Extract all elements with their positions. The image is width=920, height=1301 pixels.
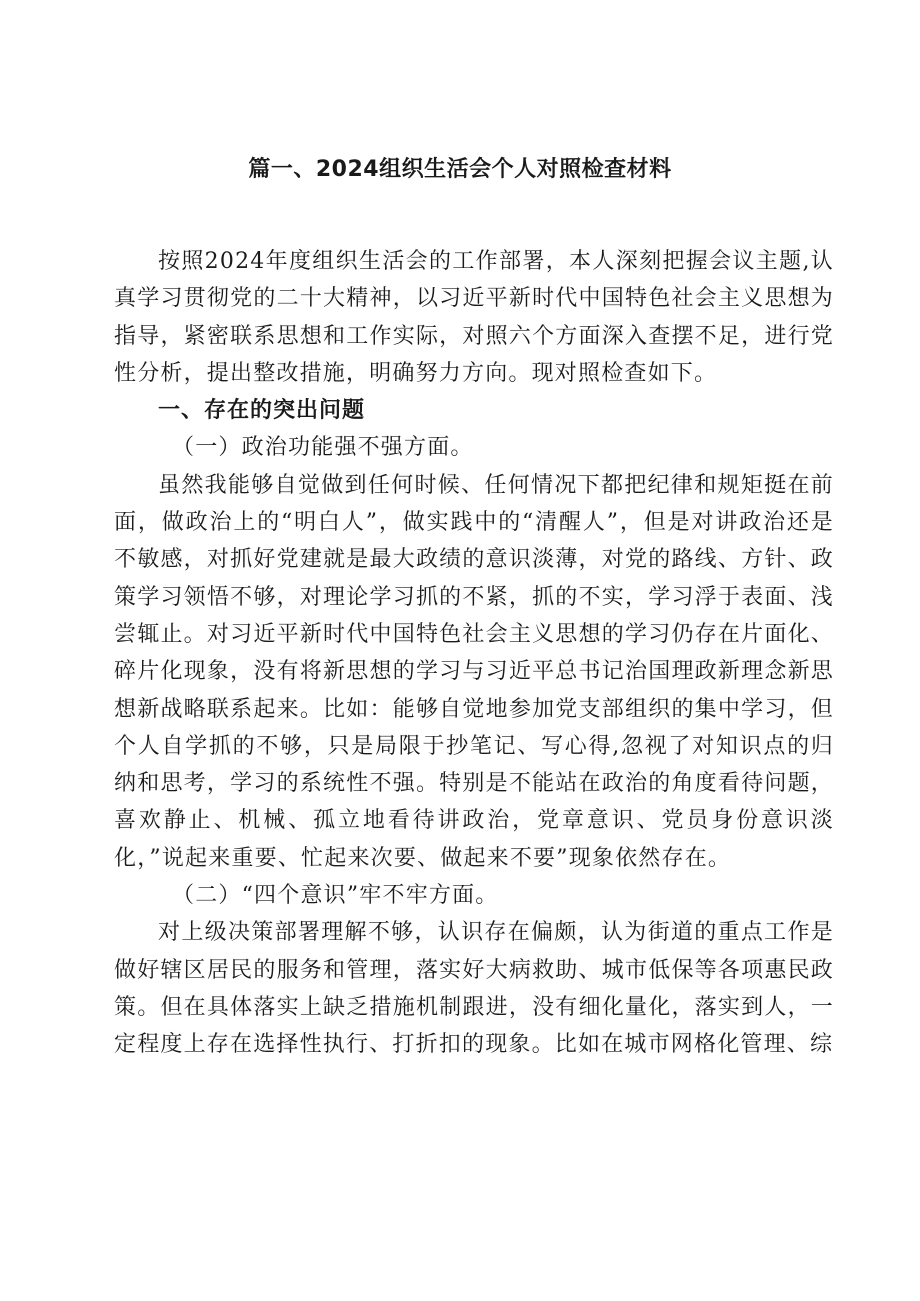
four-consciousness-paragraph: 对上级决策部署理解不够，认识存在偏颇，认为街道的重点工作是做好辖区居民的服务和管理，落实好大病救助、城市低保等各项惠民政策。但在具体落实上缺乏措施机制跟进，没有细化量化，落实到人，一定程度上存在选择性执行、打折扣的现象。比如在城市网格化管理、综 bbox=[114, 920, 834, 1058]
political-function-paragraph: 虽然我能够自觉做到任何时候、任何情况下都把纪律和规矩挺在前面，做政治上的“明白人”，做实践中的“清醒人”，但是对讲政治还是不敏感，对抓好党建就是最大政绩的意识淡薄，对党的路线、方针、政策学习领悟不够，对理论学习抓的不紧，抓的不实，学习浮于表面、浅尝辄止。对习近平新时代中国特色社会主义思想的学习仍存在片面化、碎片化现象，没有将新思想的学习与习近平总书记治国理政新理念新思想新战略联系起来。比如：能够自觉地参加党支部组织的集中学习，但个人自学抓的不够，只是局限于抄笔记、写心得,忽视了对知识点的归纳和思考，学习的系统性不强。特别是不能站在政治的角度看待问题，喜欢静止、机械、孤立地看待讲政治，党章意识、党员身份意识淡化，”说起来重要、忙起来次要、做起来不要”现象依然存在。 bbox=[114, 472, 834, 871]
document-body bbox=[114, 243, 834, 1064]
section-heading-problems: 一、存在的突出问题 bbox=[158, 398, 366, 424]
intro-paragraph: 按照2024年度组织生活会的工作部署，本人深刻把握会议主题,认真学习贯彻党的二十大精神，以习近平新时代中国特色社会主义思想为指导，紧密联系思想和工作实际，对照六个方面深入查摆不足，进行党性分析，提出整改措施，明确努力方向。现对照检查如下。 bbox=[114, 249, 834, 386]
subsection-heading-four-consciousness: （二）“四个意识”牢不牢方面。 bbox=[172, 883, 499, 909]
subsection-heading-political-function: （一）政治功能强不强方面。 bbox=[172, 435, 474, 461]
document-title: 篇一、2024组织生活会个人对照检查材料 bbox=[248, 157, 672, 182]
